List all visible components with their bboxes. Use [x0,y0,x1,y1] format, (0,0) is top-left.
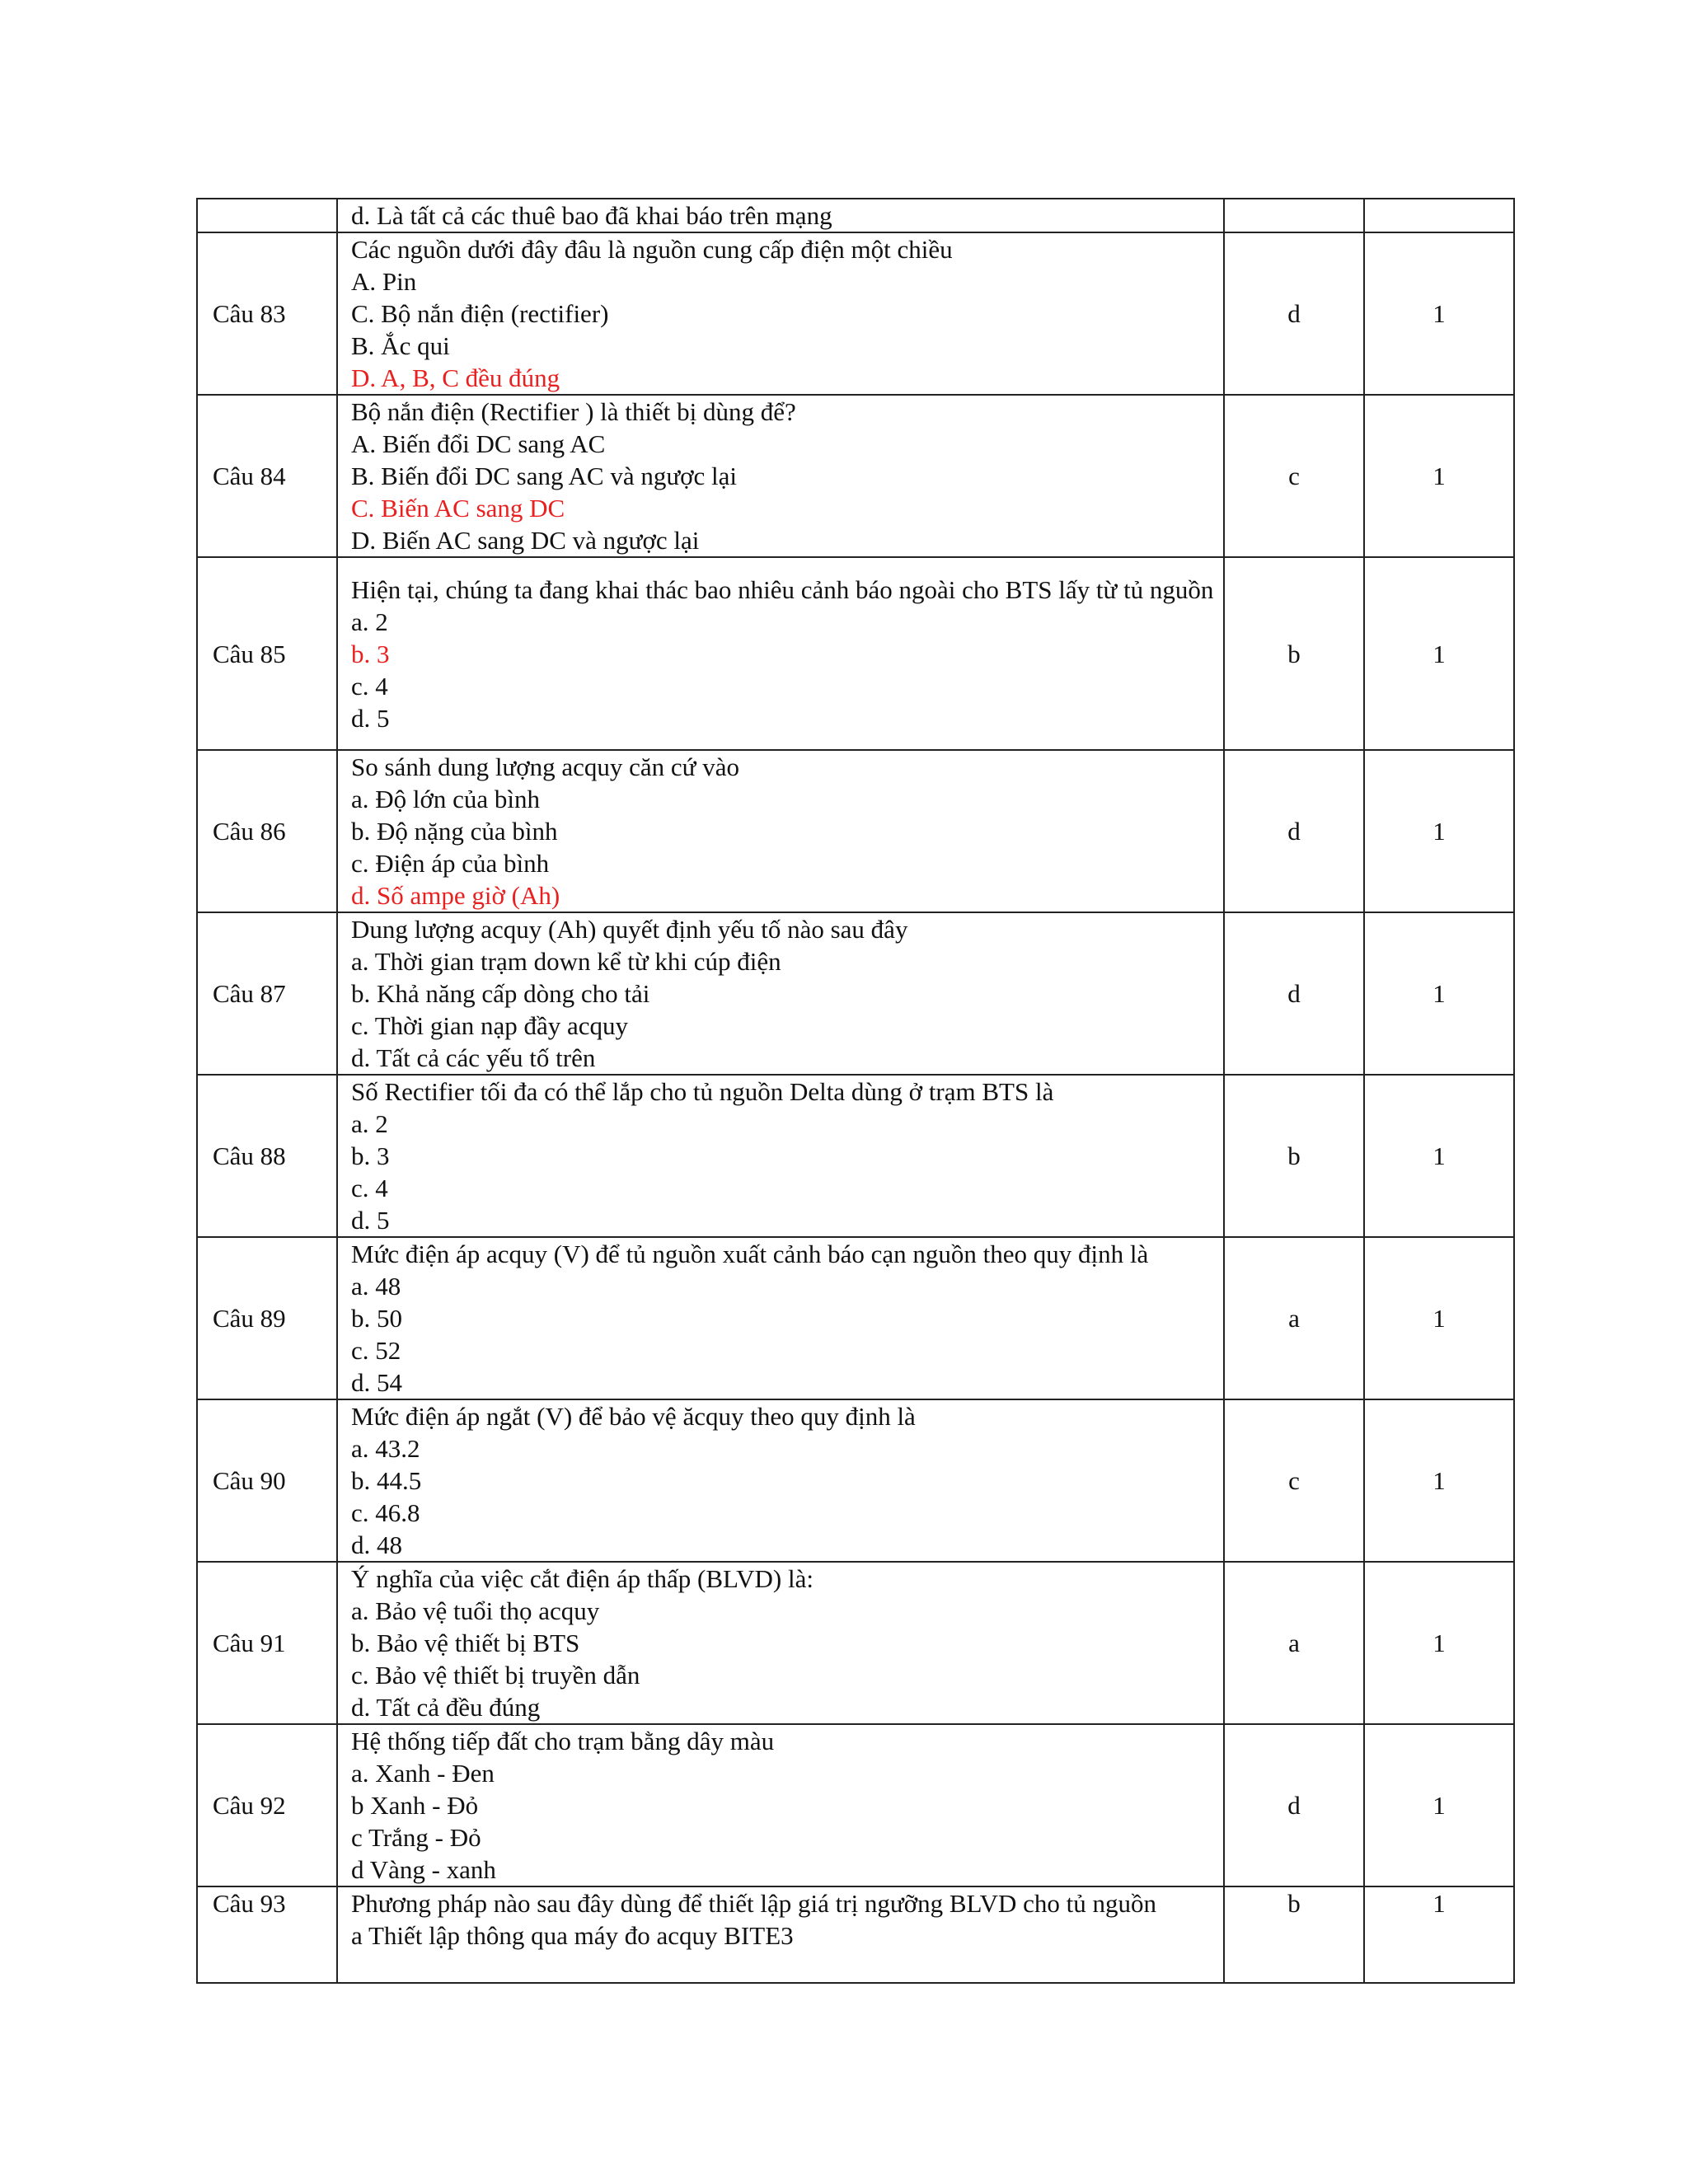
question-number [197,199,337,232]
points: 1 [1364,557,1514,750]
option-line: b. 50 [351,1304,402,1333]
option-line: b. 3 [351,1141,390,1170]
answer-key: d [1224,912,1364,1075]
answer-key: d [1224,232,1364,395]
option-line: b Xanh - Đỏ [351,1791,479,1820]
question-row [197,232,1514,395]
question-number: Câu 93 [197,1886,337,1983]
question-text: Mức điện áp ngắt (V) để bảo vệ ăcquy theo quy định là [351,1402,916,1431]
option-line: d. 5 [351,1206,390,1235]
option-line: D. A, B, C đều đúng [351,363,560,392]
option-line: c. Điện áp của bình [351,849,550,878]
points: 1 [1364,395,1514,557]
question-text: Hiện tại, chúng ta đang khai thác bao nhiêu cảnh báo ngoài cho BTS lấy từ tủ nguồn [351,574,1214,604]
option-line: c. 52 [351,1336,401,1365]
question-text: Bộ nắn điện (Rectifier ) là thiết bị dùng để? [351,397,796,426]
answer-key [1224,199,1364,232]
option-line: d. 48 [351,1530,402,1559]
question-content [337,1886,1224,1983]
answer-key: a [1224,1562,1364,1724]
answer-key: d [1224,1724,1364,1886]
option-line: c. 46.8 [351,1498,420,1527]
option-line: c. Thời gian nạp đầy acquy [351,1011,629,1040]
option-line: d. Số ampe giờ (Ah) [351,881,560,910]
question-number: Câu 88 [197,1075,337,1237]
question-row [197,1399,1514,1562]
question-text: So sánh dung lượng acquy căn cứ vào [351,752,739,781]
points: 1 [1364,1562,1514,1724]
question-number: Câu 89 [197,1237,337,1399]
points: 1 [1364,1399,1514,1562]
option-line: c Trắng - Đỏ [351,1823,481,1852]
option-line: D. Biến AC sang DC và ngược lại [351,526,700,555]
question-text: Phương pháp nào sau đây dùng để thiết lập giá trị ngưỡng BLVD cho tủ nguồn [351,1889,1157,1918]
option-line: c. 4 [351,1174,388,1202]
points: 1 [1364,750,1514,912]
question-row [197,1075,1514,1237]
question-content [337,232,1224,395]
option-line: b. Độ nặng của bình [351,817,558,846]
question-content [337,199,1224,232]
option-line: a. 48 [351,1272,401,1301]
question-number: Câu 85 [197,557,337,750]
question-number: Câu 91 [197,1562,337,1724]
option-line: a. 2 [351,607,388,636]
option-line: B. Ắc qui [351,331,450,360]
question-content [337,1724,1224,1886]
option-line: c. Bảo vệ thiết bị truyền dẫn [351,1661,640,1690]
option-line: a. 2 [351,1109,388,1138]
option-line: a. Xanh - Đen [351,1759,495,1788]
option-line: A. Biến đổi DC sang AC [351,429,606,458]
question-content [337,395,1224,557]
question-number: Câu 86 [197,750,337,912]
option-line: b. 44.5 [351,1466,422,1495]
option-line: a. Độ lớn của bình [351,785,541,813]
points: 1 [1364,1075,1514,1237]
option-line: b. Bảo vệ thiết bị BTS [351,1629,580,1657]
question-content [337,557,1224,750]
question-number: Câu 87 [197,912,337,1075]
option-line: d Vàng - xanh [351,1855,496,1884]
option-line: d. Là tất cả các thuê bao đã khai báo trên mạng [351,201,832,230]
points: 1 [1364,232,1514,395]
question-row [197,1886,1514,1983]
option-line: A. Pin [351,267,417,296]
question-row [197,1237,1514,1399]
option-line: C. Bộ nắn điện (rectifier) [351,299,609,328]
question-number: Câu 84 [197,395,337,557]
question-content [337,1562,1224,1724]
question-text: Số Rectifier tối đa có thể lắp cho tủ nguồn Delta dùng ở trạm BTS là [351,1077,1054,1106]
answer-key: b [1224,1075,1364,1237]
question-text: Dung lượng acquy (Ah) quyết định yếu tố nào sau đây [351,915,908,944]
question-row [197,1562,1514,1724]
question-row [197,199,1514,232]
option-line: b. Khả năng cấp dòng cho tải [351,979,650,1008]
option-line: b. 3 [351,639,390,668]
question-row [197,1724,1514,1886]
option-line: a. Bảo vệ tuổi thọ acquy [351,1596,600,1625]
option-line: d. 5 [351,703,390,733]
question-text: Các nguồn dưới đây đâu là nguồn cung cấp điện một chiều [351,235,953,264]
question-content [337,912,1224,1075]
answer-key: b [1224,1886,1364,1983]
question-number: Câu 90 [197,1399,337,1562]
answer-key: c [1224,395,1364,557]
question-text: Hệ thống tiếp đất cho trạm bằng dây màu [351,1727,775,1755]
points [1364,199,1514,232]
option-line: a. Thời gian trạm down kể từ khi cúp điện [351,947,781,976]
question-row [197,395,1514,557]
option-line: B. Biến đổi DC sang AC và ngược lại [351,462,738,490]
answer-key: b [1224,557,1364,750]
quiz-table [196,198,1515,1984]
points: 1 [1364,1724,1514,1886]
question-content [337,1399,1224,1562]
question-content [337,1237,1224,1399]
question-content [337,750,1224,912]
option-line: a Thiết lập thông qua máy đo acquy BITE3 [351,1921,794,1950]
answer-key: a [1224,1237,1364,1399]
points: 1 [1364,912,1514,1075]
question-row [197,557,1514,750]
option-line: d. Tất cả đều đúng [351,1693,541,1722]
points: 1 [1364,1886,1514,1983]
option-line: c. 4 [351,671,388,701]
question-row [197,750,1514,912]
question-content [337,1075,1224,1237]
question-row [197,912,1514,1075]
question-text: Ý nghĩa của việc cắt điện áp thấp (BLVD) là: [351,1564,814,1593]
option-line: d. 54 [351,1368,402,1397]
answer-key: c [1224,1399,1364,1562]
points: 1 [1364,1237,1514,1399]
option-line: C. Biến AC sang DC [351,494,565,523]
question-number: Câu 92 [197,1724,337,1886]
option-line: d. Tất cả các yếu tố trên [351,1043,596,1072]
quiz-table-body [197,199,1514,1983]
answer-key: d [1224,750,1364,912]
question-text: Mức điện áp acquy (V) để tủ nguồn xuất cảnh báo cạn nguồn theo quy định là [351,1240,1149,1268]
question-number: Câu 83 [197,232,337,395]
option-line: a. 43.2 [351,1434,420,1463]
